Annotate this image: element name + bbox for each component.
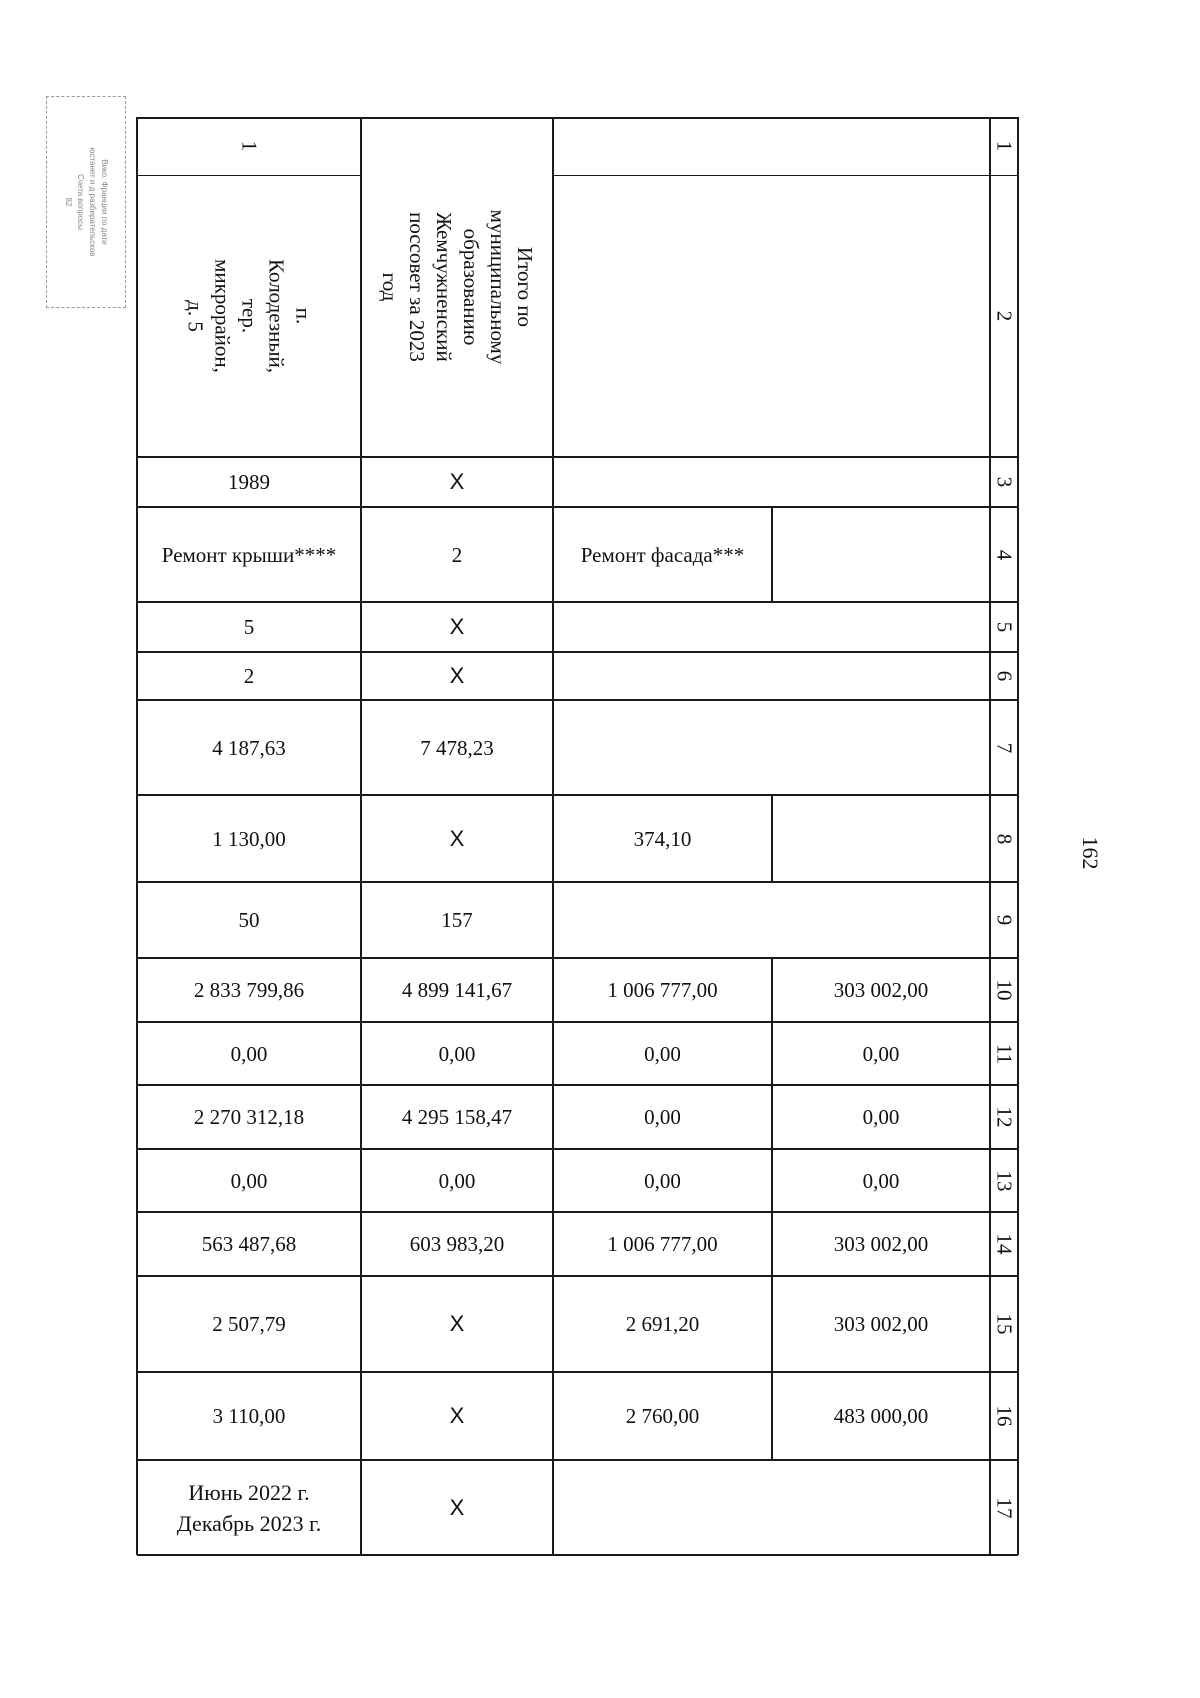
cell-col-a-text: Июнь 2022 г. Декабрь 2023 г. <box>176 1479 322 1536</box>
column-number <box>990 457 1018 507</box>
cell-col-d <box>772 1022 990 1085</box>
column-number-text: 1 <box>992 140 1017 152</box>
column-number <box>990 1460 1018 1555</box>
header-number-text: 1 <box>237 140 262 152</box>
cell-col-a <box>137 795 361 882</box>
cell-col-d-text: 0,00 <box>862 1041 900 1066</box>
cell-col-b <box>361 958 553 1022</box>
column-number-text: 2 <box>992 310 1017 322</box>
cell-col-b <box>361 1460 553 1555</box>
total-header-cell <box>361 117 553 457</box>
cell-col-d <box>772 1212 990 1276</box>
column-number-text: 12 <box>992 1106 1017 1128</box>
cell-col-b-text: 7 478,23 <box>420 735 494 760</box>
cell-col-a-text: 0,00 <box>230 1041 268 1066</box>
cell-col-b <box>361 1212 553 1276</box>
cell-col-b-text: Х <box>449 469 465 494</box>
column-number <box>990 1022 1018 1085</box>
cell-col-c <box>553 795 772 882</box>
column-number <box>990 795 1018 882</box>
cell-col-d <box>772 1085 990 1149</box>
cell-col-a-text: Ремонт крыши**** <box>161 542 337 567</box>
cell-col-a <box>137 1460 361 1555</box>
cell-col-d <box>772 1149 990 1212</box>
cell-col-a <box>137 1149 361 1212</box>
cell-col-a-text: 2 833 799,86 <box>193 978 305 1002</box>
cell-col-a-text: 2 507,79 <box>212 1312 286 1336</box>
cell-col-a <box>137 958 361 1022</box>
cell-col-b-text: 0,00 <box>438 1168 476 1193</box>
column-number <box>990 175 1018 457</box>
column-number <box>990 1212 1018 1276</box>
cell-col-b <box>361 1085 553 1149</box>
column-number <box>990 652 1018 700</box>
cell-col-c-text: 1 006 777,00 <box>607 978 718 1002</box>
column-number-text: 11 <box>992 1043 1017 1064</box>
cell-col-a-text: 563 487,68 <box>201 1232 297 1256</box>
cell-col-a <box>137 1022 361 1085</box>
cell-col-c <box>553 1022 772 1085</box>
cell-col-b <box>361 1372 553 1460</box>
column-number <box>990 117 1018 175</box>
cell-col-a <box>137 1085 361 1149</box>
column-number-text: 17 <box>992 1497 1017 1518</box>
cell-col-c <box>553 1276 772 1372</box>
cell-col-a-text: 4 187,63 <box>212 735 286 760</box>
cell-col-b-text: Х <box>449 663 465 688</box>
cell-col-b-text: Х <box>449 1403 465 1428</box>
cell-col-b <box>361 1276 553 1372</box>
column-number <box>990 1149 1018 1212</box>
column-number-text: 10 <box>992 979 1017 1001</box>
cell-col-d <box>772 958 990 1022</box>
cell-col-c-text: 2 691,20 <box>625 1312 700 1336</box>
cell-col-c-text: Ремонт фасада*** <box>580 542 745 567</box>
cell-col-b-text: Х <box>449 825 465 851</box>
cell-col-a <box>137 1212 361 1276</box>
cell-col-c-text: 0,00 <box>644 1041 681 1066</box>
cell-col-a-text: 2 270 312,18 <box>193 1105 305 1129</box>
header-number <box>137 117 361 175</box>
cell-col-b-text: Х <box>449 614 465 639</box>
cell-col-a <box>137 507 361 602</box>
cell-col-d-text: 303 002,00 <box>833 1232 929 1256</box>
cell-col-a <box>137 1276 361 1372</box>
column-number-text: 7 <box>992 742 1017 753</box>
column-number-text: 8 <box>992 833 1017 844</box>
cell-col-b-text: 4 295 158,47 <box>401 1105 513 1129</box>
column-number <box>990 602 1018 652</box>
page-number: 162 <box>1078 836 1103 870</box>
column-number <box>990 1372 1018 1460</box>
cell-col-d-text: 303 002,00 <box>833 978 929 1002</box>
cell-col-c <box>553 1085 772 1149</box>
cell-col-b-text: 157 <box>441 908 473 932</box>
cell-col-a <box>137 652 361 700</box>
cell-col-a <box>137 457 361 507</box>
cell-col-d <box>772 1372 990 1460</box>
column-number-text: 6 <box>992 670 1017 682</box>
column-number-text: 16 <box>992 1405 1017 1427</box>
column-number-text: 5 <box>992 621 1017 633</box>
cell-col-b-text: 4 899 141,67 <box>401 978 513 1002</box>
column-number-text: 15 <box>992 1313 1017 1335</box>
stamp-text: Вико: Франции по дати юстанет и д разбирательсков Счета вопросы 82 <box>64 147 109 257</box>
column-number-text: 14 <box>992 1233 1017 1255</box>
address-cell <box>137 175 361 457</box>
column-number-text: 13 <box>992 1170 1017 1191</box>
cell-col-d-text: 0,00 <box>862 1105 900 1129</box>
total-header-text: Итого по муниципальному образованию Жемчужненский поссовет за 2023 год <box>378 209 537 365</box>
column-number <box>990 700 1018 795</box>
cell-col-a <box>137 882 361 958</box>
cell-col-a-text: 1 130,00 <box>212 826 286 851</box>
column-number <box>990 1276 1018 1372</box>
cell-col-b <box>361 602 553 652</box>
cell-col-b <box>361 882 553 958</box>
column-number <box>990 882 1018 958</box>
cell-col-b <box>361 507 553 602</box>
cell-col-b-text: 603 983,20 <box>409 1232 505 1256</box>
cell-col-b-text: 2 <box>451 542 463 567</box>
cell-col-a-text: 2 <box>243 664 255 688</box>
column-number-text: 3 <box>992 476 1017 488</box>
column-number <box>990 507 1018 602</box>
cell-col-b <box>361 457 553 507</box>
cell-col-b <box>361 652 553 700</box>
cell-col-c-text: 0,00 <box>644 1168 681 1193</box>
cell-col-a-text: 50 <box>238 908 260 932</box>
cell-col-c <box>553 1372 772 1460</box>
cell-col-b-text: Х <box>449 1311 465 1336</box>
cell-col-c-text: 0,00 <box>644 1105 681 1129</box>
column-number-text: 9 <box>992 914 1017 926</box>
cell-col-b-text: Х <box>449 1494 465 1520</box>
cell-col-b <box>361 1149 553 1212</box>
column-number-text: 4 <box>992 549 1017 560</box>
cell-col-a <box>137 700 361 795</box>
cell-col-d-text: 0,00 <box>862 1168 900 1193</box>
cell-col-c-text: 2 760,00 <box>625 1404 700 1428</box>
cell-col-b <box>361 795 553 882</box>
registration-stamp <box>46 96 126 308</box>
cell-col-d-text: 303 002,00 <box>833 1312 929 1336</box>
cell-col-a-text: 3 110,00 <box>212 1404 286 1428</box>
cell-col-a <box>137 602 361 652</box>
address-cell-text: п. Колодезный, тер. микрорайон, д. 5 <box>183 259 316 373</box>
cell-col-c-text: 374,10 <box>633 826 692 851</box>
cell-col-b-text: 0,00 <box>438 1041 476 1066</box>
cell-col-a-text: 5 <box>243 615 255 639</box>
cell-col-c-text: 1 006 777,00 <box>607 1232 718 1256</box>
cell-col-b <box>361 1022 553 1085</box>
cell-col-c <box>553 1212 772 1276</box>
cell-col-d-text: 483 000,00 <box>833 1404 929 1428</box>
cell-col-c <box>553 958 772 1022</box>
row-divider <box>553 175 1018 176</box>
cell-col-c <box>553 1149 772 1212</box>
cell-col-a-text: 1989 <box>228 470 270 494</box>
cell-col-c <box>553 507 772 602</box>
cell-col-a <box>137 1372 361 1460</box>
cell-col-a-text: 0,00 <box>230 1168 268 1193</box>
cell-col-d <box>772 1276 990 1372</box>
column-number <box>990 1085 1018 1149</box>
column-number <box>990 958 1018 1022</box>
cell-col-b <box>361 700 553 795</box>
